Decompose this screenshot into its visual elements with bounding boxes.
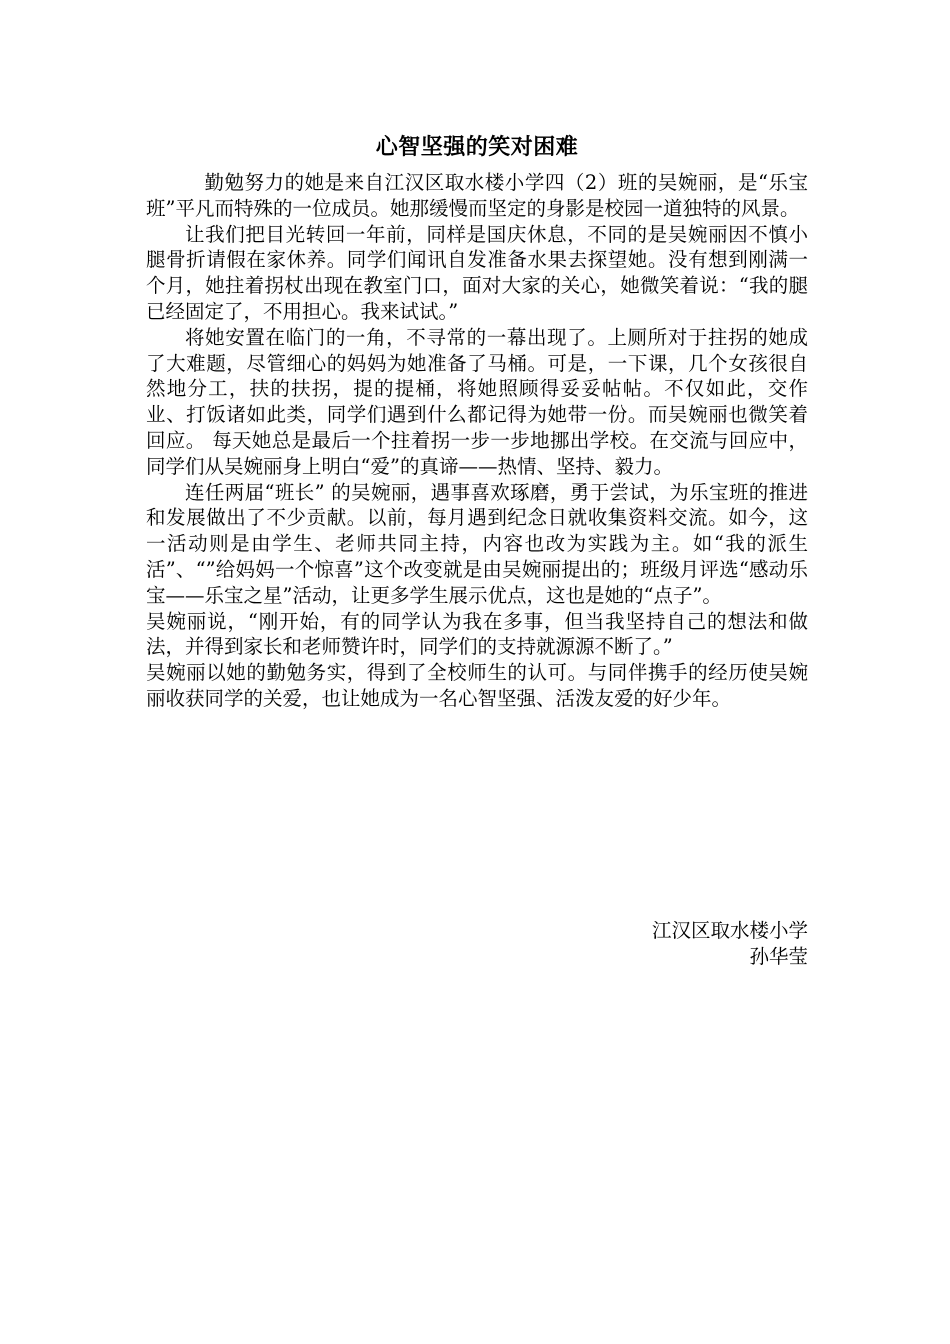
- paragraph-conclusion: 吴婉丽以她的勤勉务实，得到了全校师生的认可。与同伴携手的经历使吴婉丽收获同学的关爱，也让她成为一名心智坚强、活泼友爱的好少年。: [146, 661, 808, 710]
- document-title: 心智坚强的笑对困难: [375, 135, 579, 160]
- paragraph-quote: 吴婉丽说，“刚开始，有的同学认为我在多事，但当我坚持自己的想法和做法，并得到家长和老师赞许时，同学们的支持就源源不断了。”: [146, 609, 808, 659]
- paragraph-monitor: 连任两届“班长” 的吴婉丽，遇事喜欢琢磨，勇于尝试，为乐宝班的推进和发展做出了不少贡献。以前，每月遇到纪念日就收集资料交流。如今，这一活动则是由学生、老师共同主持，内容也改为实践为主。如“我的派生活”、“”给妈妈一个惊喜”这个改变就是由吴婉丽提出的；班级月评选“感动乐宝——乐宝之星”活动，让更多学生展示优点，这也是她的“点子”。: [146, 480, 808, 607]
- signature-block: [652, 918, 808, 970]
- signature-author: 孙华莹: [749, 945, 808, 968]
- paragraph-injury: 让我们把目光转回一年前，同样是国庆休息，不同的是吴婉丽因不慎小腿骨折请假在家休养。同学们闻讯自发准备水果去探望她。没有想到刚满一个月，她拄着拐杖出现在教室门口，面对大家的关心，她微笑着说：“我的腿已经固定了，不用担心。我来试试。”: [146, 222, 808, 323]
- paragraph-intro: 勤勉努力的她是来自江汉区取水楼小学四（2）班的吴婉丽，是“乐宝班”平凡而特殊的一位成员。她那缓慢而坚定的身影是校园一道独特的风景。: [146, 171, 808, 220]
- paragraph-care: 将她安置在临门的一角，不寻常的一幕出现了。上厕所对于拄拐的她成了大难题，尽管细心的妈妈为她准备了马桶。可是，一下课，几个女孩很自然地分工，扶的扶拐，提的提桶，将她照顾得妥妥帖帖。不仅如此，交作业、打饭诸如此类，同学们遇到什么都记得为她带一份。而吴婉丽也微笑着回应。 每天她总是最后一个拄着拐一步一步地挪出学校。在交流与回应中，同学们从吴婉丽身上明白“爱”的真谛——热情、坚持、毅力。: [146, 325, 808, 478]
- signature-school: 江汉区取水楼小学: [651, 919, 808, 942]
- document-body: [146, 128, 808, 712]
